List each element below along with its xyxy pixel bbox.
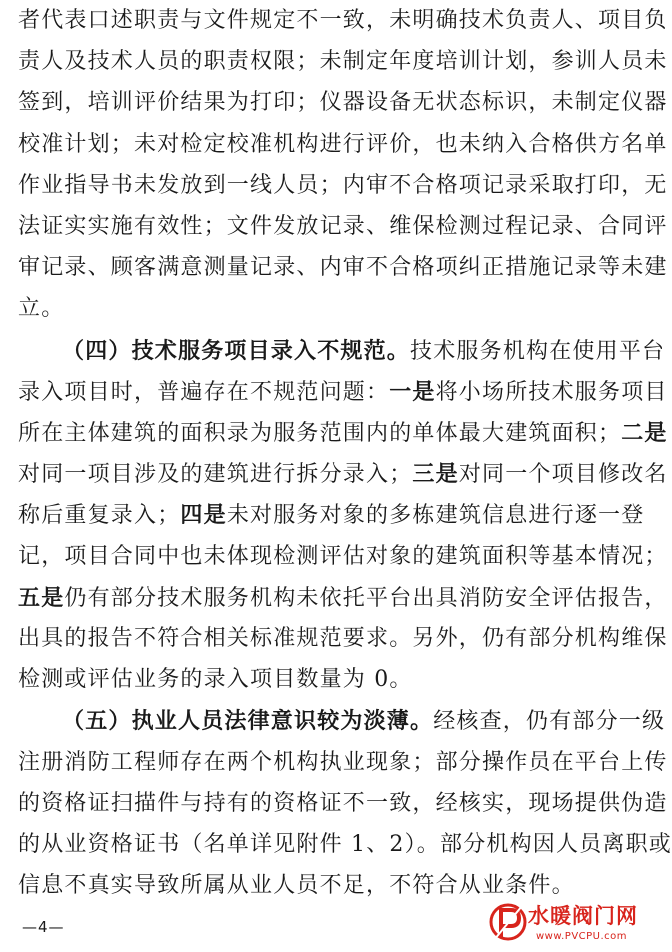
bold-text: 五是	[18, 584, 65, 611]
text-segment: 法证实实施有效性；文件发放记录、维保检测过程记录、合同评	[18, 214, 668, 239]
text-line	[18, 169, 668, 203]
watermark-title: 水暖阀门网	[528, 904, 638, 928]
text-line	[18, 292, 632, 326]
text-line	[18, 45, 668, 79]
text-segment: 的资格证扫描件与持有的资格证不一致，经核实，现场提供伪造	[18, 790, 668, 816]
text-line	[18, 4, 668, 38]
text-segment: 称后重复录入；	[18, 503, 181, 529]
bold-text: 三是	[412, 461, 459, 488]
text-segment: 的从业资格证书（名单详见附件 1、2）。部分机构因人员离职或	[18, 832, 672, 857]
text-segment: 信息不真实导致所属从业人员不足，不符合从业条件。	[18, 873, 575, 899]
text-segment: 出具的报告不符合相关标准规范要求。另外，仍有部分机构维保	[18, 626, 668, 651]
text-segment: 录入项目时，普遍存在不规范问题：	[18, 379, 390, 405]
text-line	[18, 746, 668, 780]
text-line	[18, 457, 668, 492]
text-segment: 仍有部分技术服务机构未依托平台出具消防安全评估报告，	[64, 585, 668, 611]
text-segment: 技术服务机构在使用平台	[410, 338, 666, 364]
text-line	[62, 334, 666, 369]
watermark-url: www.PVCPU.com	[536, 931, 628, 942]
text-segment: 立。	[18, 296, 65, 322]
text-segment: 者代表口述职责与文件规定不一致，未明确技术负责人、项目负	[18, 8, 668, 33]
text-line	[18, 622, 668, 656]
text-segment: 未对服务对象的多栋建筑信息进行逐一登	[226, 503, 645, 529]
text-segment: 对同一项目涉及的建筑进行拆分录入；	[18, 462, 413, 488]
text-segment: 对同一个项目修改名	[458, 462, 668, 488]
bold-text: 四是	[180, 502, 227, 529]
text-line	[18, 86, 668, 120]
text-line	[18, 251, 668, 285]
text-line	[18, 581, 668, 616]
text-line	[18, 828, 672, 862]
text-segment: 检测或评估业务的录入项目数量为 0。	[18, 667, 413, 693]
bold-text: 二是	[621, 420, 668, 446]
text-segment: 审记录、顾客满意测量记录、内审不合格项纠正措施记录等未建	[18, 255, 668, 281]
text-line	[18, 787, 668, 821]
text-line	[18, 375, 668, 410]
bold-text: （五）执业人员法律意识较为淡薄。	[62, 708, 434, 735]
text-segment: 记，项目合同中也未体现检测评估对象的建筑面积等基本情况；	[18, 543, 668, 569]
text-line	[18, 210, 668, 244]
text-segment: 将小场所技术服务项目	[435, 379, 668, 405]
watermark-logo	[488, 898, 648, 950]
text-segment: 注册消防工程师存在两个机构执业现象；部分操作员在平台上传	[18, 749, 668, 775]
text-segment: 校准计划；未对检定校准机构进行评价，也未纳入合格供方名单	[18, 131, 668, 157]
page-number: —4—	[22, 918, 65, 936]
text-segment: 所在主体建筑的面积录为服务范围内的单体最大建筑面积；	[18, 421, 622, 446]
text-line	[18, 540, 668, 574]
text-line	[18, 663, 632, 697]
bold-text: （四）技术服务项目录入不规范。	[62, 337, 411, 364]
text-segment: 作业指导书未发放到一线人员；内审不合格项记录采取打印，无	[18, 172, 668, 198]
text-line	[18, 128, 668, 162]
text-line	[18, 498, 645, 533]
text-segment: 责人及技术人员的职责权限；未制定年度培训计划，参训人员未	[18, 49, 668, 75]
watermark-p-icon	[488, 900, 528, 948]
text-line	[62, 704, 666, 739]
text-line	[18, 416, 668, 451]
text-segment: 签到，培训评价结果为打印；仪器设备无状态标识，未制定仪器	[18, 90, 668, 116]
bold-text: 一是	[389, 378, 436, 405]
text-segment: 经核查，仍有部分一级	[433, 709, 666, 735]
